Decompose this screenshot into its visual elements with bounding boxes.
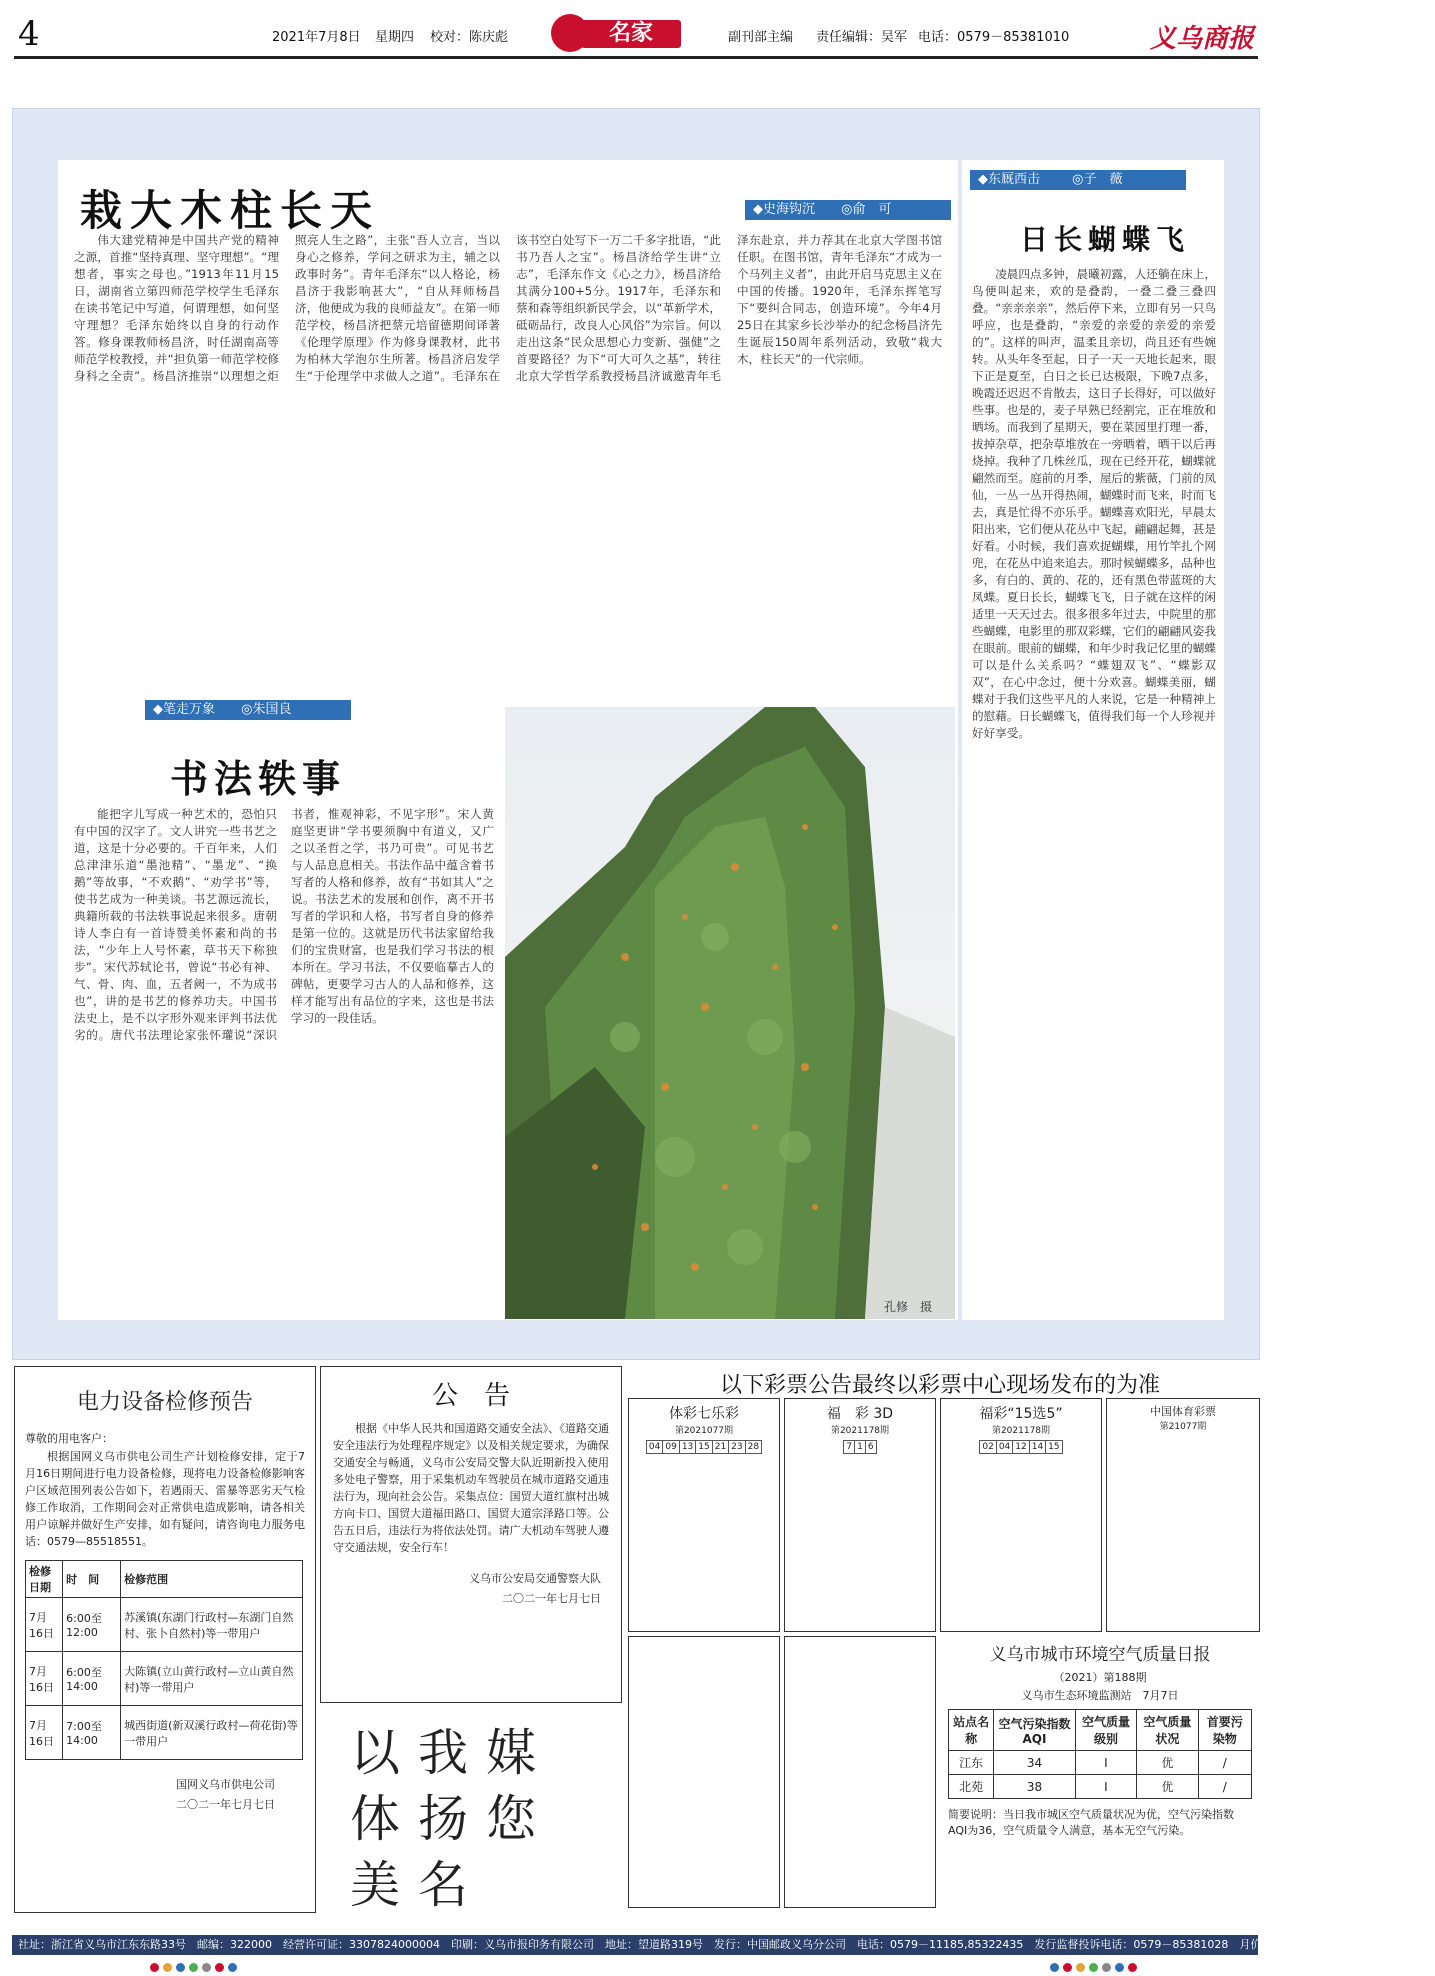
lottery-box [1106, 1398, 1260, 1632]
lottery-issue: 第21077期 [1159, 1422, 1207, 1432]
table-header-cell: 首要污染物 [1198, 1710, 1251, 1751]
article3-title: 书法轶事 [170, 756, 347, 801]
table-header-cell: 检修范围 [121, 1561, 303, 1598]
header-rule [14, 56, 1258, 59]
aq-index: 34 [994, 1751, 1075, 1775]
article2-title: 日长蝴蝶飞 [1020, 223, 1191, 256]
air-quality-summary: 简要说明：当日我市城区空气质量状况为优，空气污染指数AQI为36，空气质量令人满意，基本无空气污染。 [948, 1808, 1234, 1837]
issue-date: 2021年7月8日 [272, 30, 361, 45]
table-header-row [26, 1561, 303, 1598]
row-scope: 大陈镇(立山黄行政村—立山黄自然村)等一带用户 [121, 1652, 303, 1706]
table-header-cell: 空气污染指数AQI [994, 1710, 1075, 1751]
aq-status: 优 [1137, 1751, 1198, 1775]
lottery-number: 7 [844, 1441, 855, 1454]
article1-title: 栽大木柱长天 [80, 186, 381, 235]
table-header-row [949, 1710, 1252, 1751]
lottery-number: 14 [1029, 1441, 1045, 1454]
article2-paragraph: 凌晨四点多钟，晨曦初露，人还躺在床上，鸟便叫起来，欢的是叠韵，一叠二叠三叠四叠。“亲亲亲亲”，然后停下来，立即有另一只鸟呼应，也是叠韵，“亲爱的亲爱的亲爱的亲爱的”。这样的叫声，温柔且亲切，尚且还有些婉转。从头年冬至起，日子一天一天地长起来，眼下正是夏至，白日之长已达极限，下晚7点多，晚霞还迟迟不肯散去，这日子长得好，可以做好些事。也是的，麦子早熟已经割完，正在堆放和晒场。而我到了星期天，要在菜园里打理一番，拔掉杂草，把杂草堆放在一旁晒着，晒干以后再烧掉。我种了几株丝瓜，现在已经开花，蝴蝶就翩然而至。庭前的月季，屋后的紫薇，门前的凤仙，一丛一丛开得热闹，蝴蝶时而飞来，时而飞去，真是忙得不亦乐乎。蝴蝶喜欢阳光，早晨太阳出来，它们便从花丛中飞起，翩翩起舞，甚是好看。小时候，我们喜欢捉蝴蝶，用竹竿扎个网兜，在花丛中追来追去。那时候蝴蝶多，品种也多，有白的、黄的、花的，还有黑色带蓝斑的大凤蝶。夏日长长，蝴蝶飞飞，日子就在这样的闲适里一天天过去。很多很多年过去，中院里的那些蝴蝶，电影里的那双彩蝶，它们的翩翩风姿我在眼前。眼前的蝴蝶，和年少时我记忆里的蝴蝶可以是什么关系吗？“蝶翅双飞”、“蝶影双双”，在心中念过，便十分欢喜。蝴蝶美丽，蝴蝶对于我们这些平凡的人来说，它是一种精神上的慰藉。日长蝴蝶飞，值得我们每一个人珍视并好好享受。 [972, 267, 1216, 740]
aq-index: 38 [994, 1775, 1075, 1799]
power-notice-title: 电力设备检修预告 [76, 1390, 253, 1415]
article1-section-tag [745, 200, 951, 220]
table-row [949, 1775, 1252, 1799]
public-notice-signature: 义乌市公安局交通警察大队 [469, 1572, 601, 1585]
lottery-number: 21 [712, 1441, 728, 1454]
lottery-numbers [979, 1440, 1062, 1454]
slogan-text: 以我媒体扬您美名 [350, 1724, 554, 1914]
lottery-numbers [843, 1440, 876, 1454]
ivy-building-photo [505, 707, 955, 1319]
row-date: 7月16日 [26, 1706, 63, 1760]
article3-section: ◆笔走万象 [153, 702, 215, 717]
page-footer: 社址：浙江省义乌市江东东路33号 邮编：322000 经营许可证：3307824000004 印刷：义乌市报印务有限公司 地址：望道路319号 发行：中国邮政义乌分公司 电话：0579－11185,85322435 发行监督投诉电话：0579－85381028 月价：24.90元/份 零售价：1.00元/份 [12, 1935, 1258, 1955]
lottery-number: 1 [855, 1441, 866, 1454]
lottery-number: 02 [980, 1441, 996, 1454]
row-scope: 苏溪镇(东湖门行政村—东湖门自然村、张卜自然村)等一带用户 [121, 1598, 303, 1652]
lottery-issue: 第2021178期 [830, 1426, 890, 1436]
power-maintenance-table [25, 1560, 303, 1760]
row-time: 6:00至14:00 [63, 1652, 121, 1706]
slogan [350, 1720, 600, 1918]
lottery-title: 以下彩票公告最终以彩票中心现场发布的为准 [720, 1373, 1161, 1398]
lottery-name: 体彩七乐彩 [669, 1406, 739, 1422]
lottery-box [940, 1398, 1102, 1632]
lottery-number: 12 [1013, 1441, 1029, 1454]
article1-paragraph: 伟大建党精神是中国共产党的精神之源，首推“坚持真理、坚守理想”。“理想者，事实之母也。”1913年11月15日，湖南省立第四师范学校学生毛泽东在读书笔记中写道，何谓理想，如何坚守理想？毛泽东始终以自身的行动作答。修身课教师杨昌济，时任湖南高等师范学校教授，并“担负第一师范学校修身科之全责”。杨昌济推崇“以理想之炬照亮人生之路”，主张“吾人立言，当以身心之修养，学问之研求为主，辅之以政事时务”。青年毛泽东“以人格论，杨昌济于我影响甚大”，“自从拜师杨昌济，他便成为我的良师益友”。在第一师范学校，杨昌济把蔡元培留德期间译著《伦理学原理》作为修身课教材，此书为柏林大学泡尔生所著。杨昌济启发学生“于伦理学中求做人之道”。毛泽东在该书空白处写下一万二千多字批语，“此书乃吾人之宝”。杨昌济给学生讲“立志”，毛泽东作文《心之力》，杨昌济给其满分100+5分。1917年，毛泽东和蔡和森等组织新民学会，以“革新学术，砥砺品行，改良人心风俗”为宗旨。何以走出这条“民众思想心力变新、强健”之首要路径？为下“可大可久之基”，转往北京大学哲学系教授杨昌济诚邀青年毛泽东赴京，并力荐其在北京大学图书馆任职。在图书馆，青年毛泽东“才成为一个马列主义者”，由此开启马克思主义在中国的传播。1920年，毛泽东挥笔写下“要纠合同志，创造环境”。今年4月25日在其家乡长沙举办的纪念杨昌济先生诞辰150周年系列活动，致敬“栽大木，柱长天”的一代宗师。 [74, 233, 942, 383]
air-quality-publisher: 义乌市生态环境监测站 7月7日 [1021, 1689, 1179, 1702]
issue-weekday: 星期四 [375, 30, 415, 45]
aq-status: 优 [1137, 1775, 1198, 1799]
row-scope: 城西街道(新双溪行政村—荷花街)等一带用户 [121, 1706, 303, 1760]
lottery-number: 15 [1046, 1441, 1062, 1454]
article3-author: ◎朱国良 [241, 702, 292, 717]
lottery-number: 13 [679, 1441, 695, 1454]
editor-phone: 电话：0579－85381010 [918, 30, 1070, 45]
row-time: 6:00至12:00 [63, 1598, 121, 1652]
article2-section-tag [970, 170, 1186, 190]
power-notice-date: 二〇二一年七月七日 [176, 1798, 275, 1811]
lottery-box [784, 1398, 936, 1632]
article2-author: ◎子 薇 [1072, 172, 1123, 187]
table-row [26, 1652, 303, 1706]
aq-station: 江东 [949, 1751, 994, 1775]
table-header-cell: 检修日期 [26, 1561, 63, 1598]
public-notice-title: 公 告 [431, 1381, 510, 1411]
column-badge [545, 14, 715, 52]
table-header-cell: 空气质量状况 [1137, 1710, 1198, 1751]
aq-pollutant: / [1198, 1775, 1251, 1799]
table-row [26, 1706, 303, 1760]
footer-dots-left [150, 1957, 241, 1969]
air-quality-title: 义乌市城市环境空气质量日报 [989, 1645, 1211, 1665]
aq-pollutant: / [1198, 1751, 1251, 1775]
lottery-box [628, 1398, 780, 1632]
lottery-issue: 第2021077期 [674, 1426, 734, 1436]
article1-body [74, 232, 942, 688]
article1-section: ◆史海钩沉 [753, 202, 815, 217]
article2-section: ◆东厩西击 [978, 172, 1040, 187]
table-header-cell: 时 间 [63, 1561, 121, 1598]
lottery-number: 09 [663, 1441, 679, 1454]
article3-section-tag [145, 700, 351, 720]
column-name: 名家 [581, 20, 681, 48]
lottery-extra-box [628, 1636, 780, 1908]
photo-caption: 孔修 摄 [884, 1300, 933, 1314]
page-number: 4 [18, 14, 40, 54]
air-quality-report [944, 1640, 1256, 1906]
lottery-name: 中国体育彩票 [1150, 1405, 1216, 1418]
table-header-cell: 站点名称 [949, 1710, 994, 1751]
power-notice-greeting: 尊敬的用电客户： [25, 1432, 113, 1445]
footer-dots-right [1050, 1957, 1141, 1969]
aq-level: Ⅰ [1075, 1775, 1136, 1799]
public-notice-date: 二〇二一年七月七日 [502, 1592, 601, 1605]
article3-body [74, 806, 494, 1311]
lottery-number: 23 [729, 1441, 745, 1454]
lottery-issue: 第2021178期 [991, 1426, 1051, 1436]
lottery-number: 04 [646, 1441, 662, 1454]
lottery-number: 15 [696, 1441, 712, 1454]
deputy-editor: 副刊部主编 [728, 30, 794, 45]
table-header-cell: 空气质量级别 [1075, 1710, 1136, 1751]
page-header [0, 0, 1272, 72]
table-row [26, 1598, 303, 1652]
air-quality-table [948, 1709, 1252, 1799]
lottery-number: 04 [996, 1441, 1012, 1454]
power-notice-box [14, 1366, 316, 1913]
air-quality-issue: （2021）第188期 [1053, 1671, 1147, 1684]
lottery-name: 福彩“15选5” [979, 1406, 1063, 1422]
power-notice-body: 根据国网义乌市供电公司生产计划检修安排，定于7月16日期间进行电力设备检修，现将电力设备检修影响客户区域范围列表公告如下，若遇雨天、雷暴等恶劣天气检修工作取消，工作期间会对正常供电造成影响，请各相关用户谅解并做好生产安排，如有疑问，请咨询电力服务电话：0579—85518551。 [25, 1450, 305, 1548]
newspaper-brand: 义乌商报 [1150, 24, 1255, 54]
article1-author: ◎俞 可 [841, 202, 892, 217]
power-notice-signature: 国网义乌市供电公司 [176, 1778, 275, 1791]
aq-station: 北苑 [949, 1775, 994, 1799]
public-notice-body: 根据《中华人民共和国道路交通安全法》、《道路交通安全违法行为处理程序规定》以及相关规定要求，为确保交通安全与畅通，义乌市公安局交警大队近期新投入使用多处电子警察，用于采集机动车驾驶员在城市道路交通违法行为，现向社会公告。采集点位：国贸大道红旗村出城方向卡口、国贸大道福田路口、国贸大道宗泽路口等。公告五日后，违法行为将依法处罚。请广大机动车驾驶人遵守交通法规，安全行车！ [333, 1422, 609, 1554]
article2-body [972, 266, 1216, 1308]
responsible-editor: 责任编辑：吴军 [816, 30, 908, 45]
row-time: 7:00至14:00 [63, 1706, 121, 1760]
aq-level: Ⅰ [1075, 1751, 1136, 1775]
row-date: 7月16日 [26, 1652, 63, 1706]
public-notice-box [320, 1366, 622, 1703]
lottery-number: 28 [745, 1441, 761, 1454]
lottery-number: 6 [865, 1441, 876, 1454]
table-row [949, 1751, 1252, 1775]
lottery-name: 福 彩 3D [826, 1406, 894, 1422]
lottery-extra-box [784, 1636, 936, 1908]
lottery-numbers [646, 1440, 762, 1454]
article3-paragraph: 能把字儿写成一种艺术的，恐怕只有中国的汉字了。文人讲究一些书艺之道，这是十分必要的。千百年来，人们总津津乐道“墨池精”、“墨龙”、“换鹅”等故事，“不欢鹅”、“劝学书”等，使书艺成为一种美谈。书艺源远流长，典籍所载的书法轶事说起来很多。唐朝诗人李白有一首诗赞美怀素和尚的书法，“少年上人号怀素，草书天下称独步”。宋代苏轼论书，曾说“书必有神、气、骨、肉、血，五者阙一，不为成书也”，讲的是书艺的修养功夫。中国书法史上，是不以字形外观来评判书法优劣的。唐代书法理论家张怀瓘说“深识书者，惟观神彩，不见字形”。宋人黄庭坚更讲“学书要须胸中有道义，又广之以圣哲之学，书乃可贵”。可见书艺与人品息息相关。书法作品中蕴含着书写者的人格和修养，故有“书如其人”之说。书法艺术的发展和创作，离不开书写者的学识和人格，书写者自身的修养是第一位的。这就是历代书法家留给我们的宝贵财富，也是我们学习书法的根本所在。学习书法，不仅要临摹古人的碑帖，更要学习古人的人品和修养，这样才能写出有品位的字来，这也是书法学习的一段佳话。 [74, 807, 494, 1042]
proofreader: 校对：陈庆彪 [430, 30, 509, 45]
row-date: 7月16日 [26, 1598, 63, 1652]
